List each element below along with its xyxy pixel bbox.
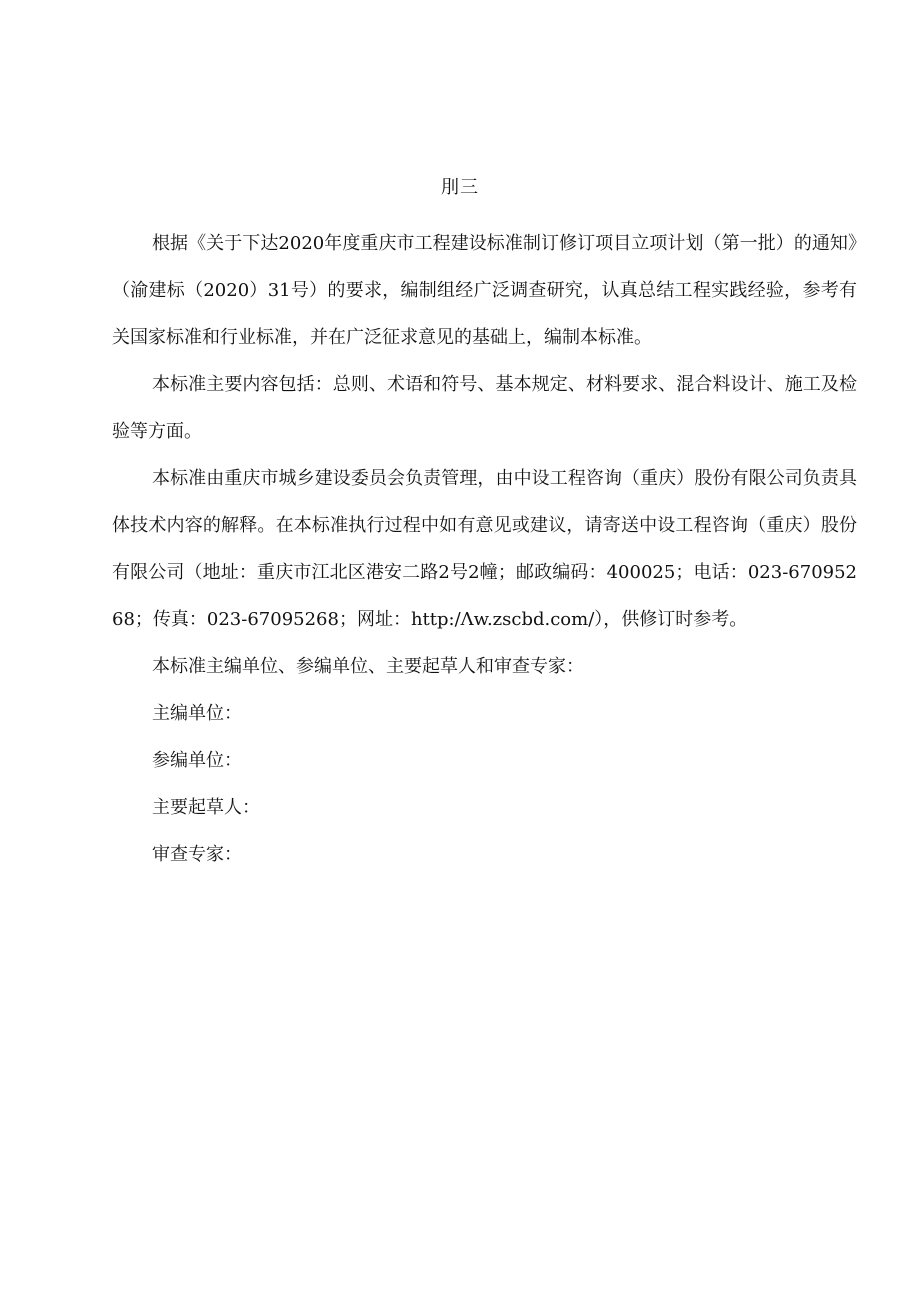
paragraph-management: 本标准由重庆市城乡建设委员会负责管理，由中设工程咨询（重庆）股份有限公司负责具体技术内容的解释。在本标准执行过程中如有意见或建议，请寄送中设工程咨询（重庆）股份有限公司（地址：重庆市江北区港安二路2号2幢；邮政编码：400025；电话：023-67095268；传真：023-67095268；网址：http:/Λw.zscbd.com/），供修订时参考。 (112, 468, 857, 630)
participating-units-label: 参编单位： (152, 750, 242, 771)
paragraph-units-intro: 本标准主编单位、参编单位、主要起草人和审查专家： (152, 656, 584, 677)
page-title: 刖三 (441, 177, 479, 198)
paragraph-background: 根据《关于下达2020年度重庆市工程建设标准制订修订项目立项计划（第一批）的通知》（渝建标（2020）31号）的要求，编制组经广泛调查研究，认真总结工程实践经验，参考有关国家标准和行业标准，并在广泛征求意见的基础上，编制本标准。 (112, 233, 857, 348)
chief-unit-label: 主编单位： (152, 703, 242, 724)
paragraph-contents: 本标准主要内容包括：总则、术语和符号、基本规定、材料要求、混合料设计、施工及检验等方面。 (112, 374, 857, 442)
review-experts-label: 审查专家： (152, 844, 242, 865)
document-body (112, 220, 857, 878)
main-drafters-label: 主要起草人： (152, 797, 260, 818)
